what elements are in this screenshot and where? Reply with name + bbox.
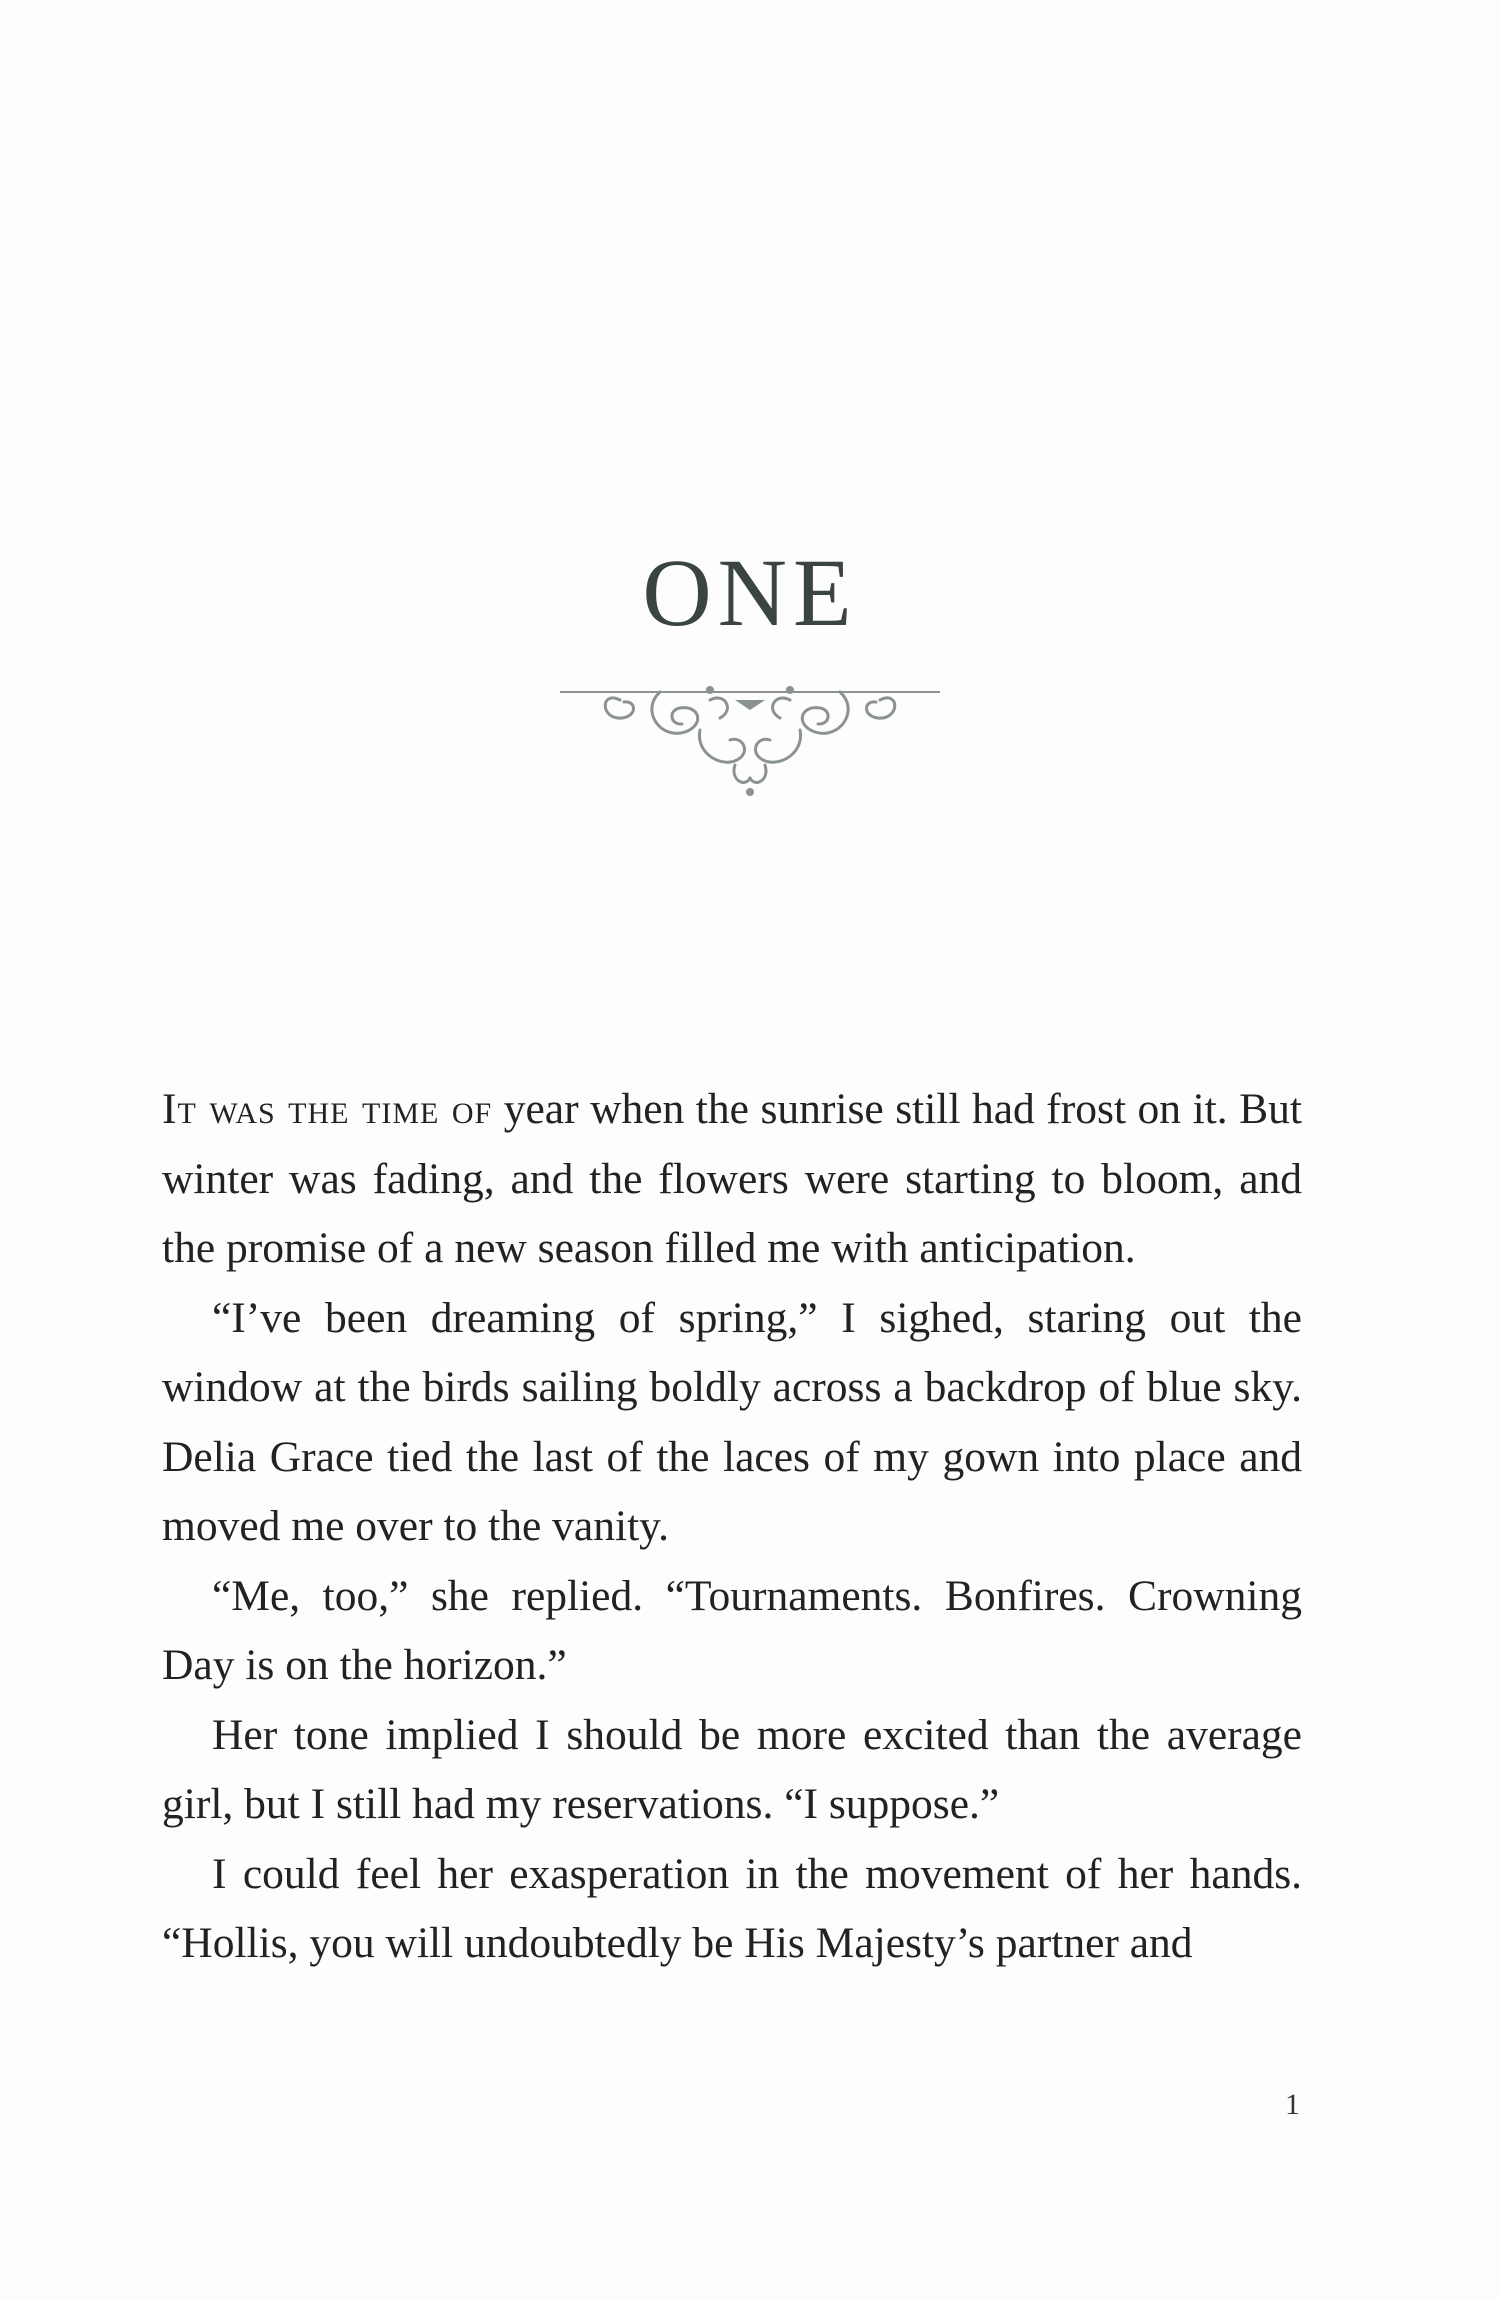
chapter-title: ONE xyxy=(642,539,858,646)
opening-smallcaps: It was the time of xyxy=(162,1085,493,1133)
page-number: 1 xyxy=(1285,2088,1300,2121)
paragraph: “I’ve been dreaming of spring,” I sighed, staring out the window at the birds sailing boldly across a backdrop of blue sky. Delia Grace tied the last of the laces of my gown into place and moved me over to the vanity. xyxy=(162,1293,1302,1550)
chapter-body xyxy=(162,1075,1302,1979)
paragraph: Her tone implied I should be more excited than the average girl, but I still had my reservations. “I suppose.” xyxy=(162,1710,1302,1828)
paragraph xyxy=(162,1075,1302,1284)
paragraph: “Me, too,” she replied. “Tournaments. Bonfires. Crowning Day is on the horizon.” xyxy=(162,1571,1302,1689)
flourish-divider-icon xyxy=(560,670,940,800)
paragraph: I could feel her exasperation in the movement of her hands. “Hollis, you will undoubtedly be His Majesty’s partner and xyxy=(162,1849,1302,1967)
paragraph-text: year when the sunrise still had frost on it. But winter was fading, and the flowers were starting to bloom, and the promise of a new season filled me with anticipation. xyxy=(162,1085,1302,1272)
